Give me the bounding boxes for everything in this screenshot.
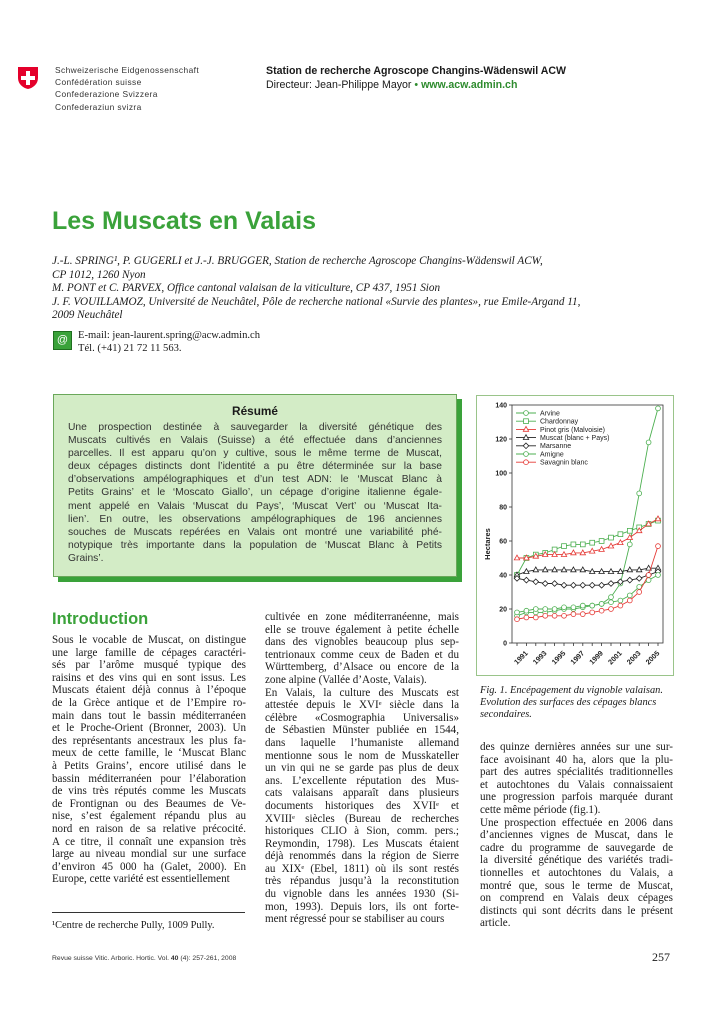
author-line: CP 1012, 1260 Nyon <box>52 268 146 281</box>
text-line: meux de cette famille, le ‘Muscat Blanc <box>52 747 246 760</box>
text-line: célèbre «Cosmographia Universalis» <box>265 711 459 724</box>
data-point <box>580 542 585 547</box>
text-line: la diversité génétique des variétés tradi- <box>480 854 673 867</box>
data-point <box>571 567 576 572</box>
data-point <box>580 567 585 572</box>
confederation-rm: Confederaziun svizra <box>55 101 142 112</box>
text-line: de Sébastien Münster publiée en 1544, <box>265 724 459 737</box>
data-point <box>580 612 585 617</box>
text-line: tentrionaux comme ceux de Baden et du <box>265 648 459 661</box>
data-point <box>656 406 661 411</box>
text-line: ment régressé pour se stabiliser au cours <box>265 913 445 926</box>
data-point <box>562 605 567 610</box>
data-point <box>589 582 595 588</box>
station-header <box>266 64 566 92</box>
data-point <box>599 608 604 613</box>
data-point <box>599 582 605 588</box>
data-point <box>561 567 566 572</box>
data-point <box>609 600 614 605</box>
page-number: 257 <box>652 950 670 964</box>
legend-marker <box>524 419 529 424</box>
text-line: historiques CLIO à Sion, comm. pers.; <box>265 825 459 838</box>
y-tick-label: 100 <box>495 470 507 478</box>
resume-line: ment appelé en Valais ‘Muscat du Pays’, ‘Muscat Vert’ ou ‘Muscat Ita- <box>68 500 442 512</box>
text-line: des quinze dernières années sur une sur- <box>480 741 673 753</box>
data-point <box>618 603 623 608</box>
data-point <box>608 569 613 574</box>
text-line: et autochtones du Valais connaissaient <box>480 778 673 791</box>
text-line: Sous le vocable de Muscat, on distingue <box>52 634 246 646</box>
text-line: Württemberg, d’Alsace ou encore de la <box>265 661 459 674</box>
body-column-2 <box>265 611 459 926</box>
y-tick-label: 40 <box>499 572 507 580</box>
contact-block <box>78 329 260 355</box>
text-line: A ce titre, il connaît une expansion très <box>52 835 246 848</box>
text-line: une large famille de cépages caractéri- <box>52 646 246 659</box>
caption-line: Evolution des surfaces des cépages blancs <box>480 697 657 709</box>
data-point <box>608 581 614 587</box>
legend-marker <box>524 411 529 416</box>
author-block <box>52 255 652 323</box>
resume-title: Résumé <box>232 404 278 418</box>
data-point <box>571 550 576 555</box>
data-point <box>609 607 614 612</box>
text-line: mon, 1993). Depuis lors, ils ont forte- <box>265 900 459 913</box>
text-line: de la Grèce antique et de l’Empire ro- <box>52 696 246 709</box>
station-name: Station de recherche Agroscope Changins-Wädenswil ACW <box>266 65 567 77</box>
text-line: ans. L’excellente réputation des Mus- <box>265 774 459 787</box>
data-point <box>590 540 595 545</box>
x-tick-label: 2003 <box>624 648 643 667</box>
data-point <box>542 581 548 587</box>
data-point <box>552 607 557 612</box>
text-line: large au niveau mondial sur une surface <box>52 848 246 861</box>
swiss-cross-logo <box>16 66 40 90</box>
data-point <box>580 603 585 608</box>
data-point <box>637 491 642 496</box>
text-line: En Valais, la culture des Muscats est <box>265 686 459 699</box>
body-column-1 <box>52 634 246 886</box>
text-line: Europe, cette variété est essentiellement <box>52 873 230 886</box>
data-point <box>618 532 623 537</box>
text-line: au XIXᵉ (Ebel, 1811) où ils sont restés <box>265 862 459 875</box>
data-point <box>627 593 632 598</box>
data-point <box>656 573 661 578</box>
data-point <box>533 567 538 572</box>
x-tick-label: 1993 <box>530 648 549 667</box>
text-line: Muscats étaient déjà connus à l’époque <box>52 684 246 697</box>
text-line: du vignoble dans les années 1930 (Si- <box>265 888 459 901</box>
text-line: Une prospection effectuée en 2006 dans <box>480 816 673 829</box>
data-point <box>599 539 604 544</box>
email-icon: @ <box>53 331 72 350</box>
data-point <box>627 598 632 603</box>
y-tick-label: 20 <box>499 606 507 614</box>
data-point <box>599 602 604 607</box>
legend-marker <box>523 427 528 432</box>
text-line: d’environ 45 000 ha (Galet, 2000). En <box>52 860 246 873</box>
data-point <box>562 613 567 618</box>
data-point <box>656 544 661 549</box>
confederation-names <box>55 64 199 113</box>
text-line: zone alpine (Vallée d’Aoste, Valais). <box>265 673 427 686</box>
data-point <box>561 582 567 588</box>
resume-line: d’observations ampélographiques et d’un test ADN: le ‘Muscat Blanc à <box>68 474 442 486</box>
text-line: main dans tout le bassin méditerranéen <box>52 709 246 722</box>
body-column-3 <box>480 741 673 930</box>
legend-label: Marsanne <box>540 443 572 451</box>
data-point <box>580 582 586 588</box>
resume-line: souches de Muscats repérées en Valais ont montré une variabilité phé- <box>68 526 442 538</box>
text-line: déjà renommés dans la région de Sierre <box>265 850 459 863</box>
y-tick-label: 0 <box>503 640 507 648</box>
data-point <box>627 577 633 583</box>
legend-label: Arvine <box>540 410 560 418</box>
x-tick-label: 1999 <box>587 648 605 667</box>
data-point <box>599 569 604 574</box>
text-line: une progression parfois marquée durant <box>480 791 673 804</box>
footnote: ¹Centre de recherche Pully, 1009 Pully. <box>52 920 215 931</box>
text-line: très répandus jusqu’à la reconstitution <box>265 875 459 888</box>
y-axis-label: Hectares <box>483 528 492 560</box>
text-line: mentionne sous le nom de Musskateller <box>265 749 459 762</box>
introduction-heading: Introduction <box>52 610 149 628</box>
text-line: on comprend en Valais deux cépages <box>480 892 673 905</box>
author-line: J. F. VOUILLAMOZ, Université de Neuchâtel, Pôle de recherche national «Survie des plantes», rue Emile-Argand 11, <box>52 295 581 308</box>
text-line: sés par l’arôme musqué typique des <box>52 659 246 672</box>
text-line: cette même période (fig.1). <box>480 803 601 816</box>
text-line: d’anciennes vignes de Muscat, dans le <box>480 829 673 842</box>
text-line: bassin méditerranéen pour l’élaboration <box>52 772 246 785</box>
text-line: de Frontignan ou des Beaumes de Ve- <box>52 797 246 810</box>
confederation-it: Confederazione Svizzera <box>55 89 158 100</box>
text-line: raisins et des vins qui en sont issus. Les <box>52 671 246 684</box>
confederation-fr: Confédération suisse <box>55 77 142 88</box>
text-line: de vins très réputés comme les Muscats <box>52 785 246 798</box>
data-point <box>524 608 529 613</box>
author-line: J.-L. SPRING¹, P. GUGERLI et J.-J. BRUGGER, Station de recherche Agroscope Changins-Wädenswil ACW, <box>52 255 543 267</box>
data-point <box>627 567 632 572</box>
figure-caption <box>480 685 680 722</box>
data-point <box>609 595 614 600</box>
text-line: nise, s’est également répandu plus au <box>52 810 246 823</box>
data-point <box>562 544 567 549</box>
legend-label: Savagnin blanc <box>540 459 588 467</box>
legend-label: Chardonnay <box>540 418 579 426</box>
text-line: nord en raison de sa relative précocité. <box>52 822 246 835</box>
data-point <box>552 552 557 557</box>
data-point <box>636 576 642 582</box>
phone-line: Tél. (+41) 21 72 11 563. <box>78 343 182 354</box>
journal-prefix: Revue suisse Vitic. Arboric. Hortic. Vol. <box>52 955 171 962</box>
y-tick-label: 60 <box>499 538 507 546</box>
data-point <box>627 542 632 547</box>
x-tick-label: 1997 <box>568 648 587 667</box>
data-point <box>627 528 632 533</box>
data-point <box>543 613 548 618</box>
vineyard-surface-chart <box>476 395 674 676</box>
text-line: dans laquelle l’humaniste allemand <box>265 736 459 749</box>
author-line: M. PONT et C. PARVEX, Office cantonal valaisan de la viticulture, CP 437, 1951 Sion <box>52 282 441 295</box>
text-line: montré que, sous le terme de Muscat, <box>480 879 673 892</box>
resume-line: lien’. En outre, les observations ampélographiques de 196 anciennes <box>68 513 442 525</box>
data-point <box>514 555 519 560</box>
legend-marker <box>523 435 528 440</box>
resume-text <box>68 421 442 565</box>
text-line: distincts qui sont décrits dans le présent <box>480 904 673 917</box>
data-point <box>618 598 623 603</box>
text-line: part des autres spécialités traditionnelles <box>480 766 673 779</box>
legend-label: Muscat (blanc + Pays) <box>540 435 610 442</box>
data-point <box>571 605 576 610</box>
legend-marker <box>524 452 529 457</box>
text-line: documents historiques des XVIIᵉ et <box>265 799 459 812</box>
resume-line: Muscats cultivés en Valais (Suisse) a été effectuée dans d’anciennes <box>68 435 442 447</box>
bullet-separator: • <box>414 79 419 91</box>
text-line: cadre du programme de sauvegarde de <box>480 841 673 854</box>
resume-line: notypique très importante dans la population de ‘Muscat Blanc à Petits <box>68 539 442 551</box>
y-tick-label: 140 <box>495 402 507 410</box>
director-name: Directeur: Jean-Philippe Mayor <box>266 79 412 91</box>
article-title: Les Muscats en Valais <box>52 207 317 235</box>
x-tick-label: 2001 <box>606 648 624 667</box>
footnote-rule <box>52 912 245 913</box>
resume-line: Petits Grains’ et le ‘Moscato Giallo’, un cépage d’origine italienne égale- <box>68 487 442 499</box>
data-point <box>637 590 642 595</box>
text-line: à Petits Grains’, encore utilisé dans le <box>52 759 246 772</box>
data-point <box>533 579 539 585</box>
director-line <box>266 78 566 92</box>
text-line: cats valaisans apparaît dans plusieurs <box>265 787 459 800</box>
x-tick-label: 1995 <box>549 648 568 667</box>
confederation-de: Schweizerische Eidgenossenschaft <box>55 65 200 75</box>
text-line: XVIIIᵉ siècles (Bureau de recherches <box>265 812 459 825</box>
data-point <box>590 603 595 608</box>
text-line: tionnelles et autochtones du Valais, a <box>480 866 673 879</box>
data-point <box>543 567 548 572</box>
resume-line: Une prospection destinée à sauvegarder la diversité génétique des <box>68 422 442 433</box>
resume-box <box>53 394 457 577</box>
text-line: article. <box>480 917 511 930</box>
data-point <box>515 610 520 615</box>
data-point <box>609 535 614 540</box>
text-line: dans des vignobles beaucoup plus sep- <box>265 636 459 649</box>
legend-marker <box>524 460 529 465</box>
data-point <box>618 540 623 545</box>
journal-volume: 40 <box>170 955 179 962</box>
text-line: Reymondin, 1798). Les Muscats étaient <box>265 837 459 850</box>
data-point <box>571 542 576 547</box>
text-line: et le Proche-Orient (Bronner, 2003). Un <box>52 722 246 735</box>
x-tick-label: 2005 <box>643 648 662 667</box>
y-tick-label: 80 <box>499 504 507 512</box>
y-tick-label: 120 <box>495 436 507 444</box>
email-line[interactable]: E-mail: jean-laurent.spring@acw.admin.ch <box>78 330 261 341</box>
data-point <box>552 567 557 572</box>
text-line: un vin qui ne se garde pas plus de deux <box>265 762 459 775</box>
text-line: elle se trouve également à petite échelle <box>265 623 459 636</box>
text-line: face avoisinant 40 ha, alors que la plu- <box>480 753 673 766</box>
data-point <box>552 613 557 618</box>
data-point <box>646 440 651 445</box>
x-tick-label: 1991 <box>512 648 530 667</box>
data-point <box>590 610 595 615</box>
data-point <box>524 577 530 583</box>
data-point <box>552 581 558 587</box>
caption-line: Fig. 1. Encépagement du vignoble valaisan. <box>480 685 663 696</box>
data-point <box>533 615 538 620</box>
data-point <box>533 607 538 612</box>
journal-reference <box>52 955 236 962</box>
legend-label: Pinot gris (Malvoisie) <box>540 426 605 434</box>
author-line: 2009 Neuchâtel <box>52 309 123 322</box>
text-line: cultivée en zone méditerranéenne, mais <box>265 611 459 623</box>
resume-line: Grains’. <box>68 552 104 564</box>
legend-label: Amigne <box>540 451 564 459</box>
resume-line: deux cépages distincts dont l’identité a pu être déterminée sur la base <box>68 461 442 473</box>
data-point <box>646 573 651 578</box>
data-point <box>571 582 577 588</box>
text-line: attestée depuis le XVIᵉ siècle dans la <box>265 699 459 712</box>
text-line: des représentants ancestraux les plus fa- <box>52 734 246 747</box>
data-point <box>524 615 529 620</box>
data-point <box>543 607 548 612</box>
website-link[interactable]: www.acw.admin.ch <box>421 79 518 91</box>
legend-marker <box>523 443 529 449</box>
data-point <box>515 617 520 622</box>
journal-suffix: (4): 257-261, 2008 <box>178 955 237 962</box>
caption-line: secondaires. <box>480 709 532 721</box>
resume-line: parcelles. Il est apparu qu’on y cultive, sous le même terme de Muscat, <box>68 448 442 460</box>
data-point <box>571 612 576 617</box>
